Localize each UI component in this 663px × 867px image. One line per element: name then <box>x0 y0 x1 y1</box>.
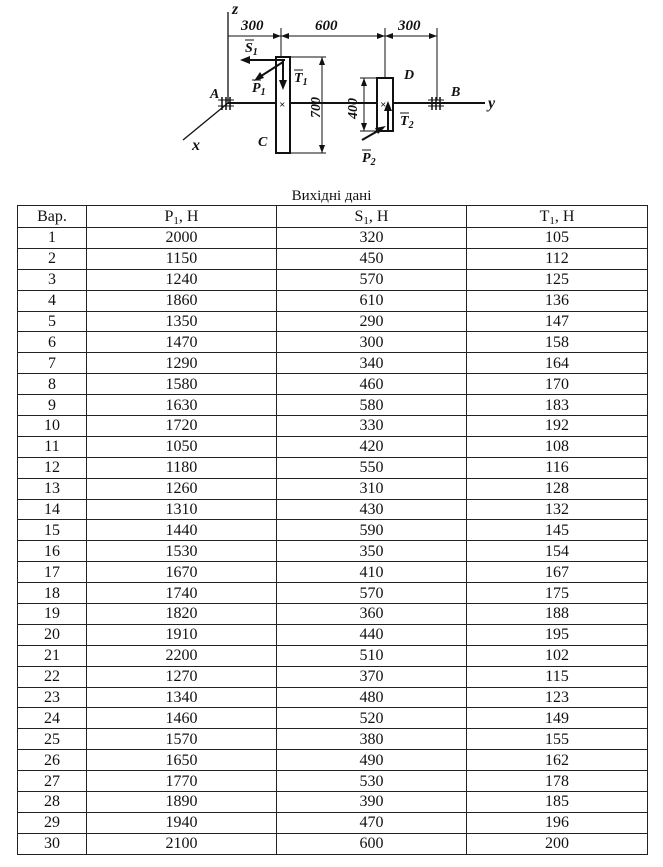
dimension-label: 600 <box>315 18 338 34</box>
cell-s1: 570 <box>277 269 467 290</box>
cell-s1: 390 <box>277 792 467 813</box>
cell-t1: 170 <box>467 374 648 395</box>
cell-s1: 310 <box>277 478 467 499</box>
cell-p1: 1350 <box>87 311 277 332</box>
cell-variant: 25 <box>18 729 87 750</box>
table-row <box>18 269 648 290</box>
cell-t1: 154 <box>467 541 648 562</box>
cell-variant: 22 <box>18 666 87 687</box>
cell-variant: 14 <box>18 499 87 520</box>
cell-t1: 195 <box>467 624 648 645</box>
table-row <box>18 436 648 457</box>
cell-variant: 3 <box>18 269 87 290</box>
table-caption: Вихідні дані <box>291 188 372 204</box>
cell-variant: 2 <box>18 248 87 269</box>
cell-t1: 123 <box>467 687 648 708</box>
dimension-label: 700 <box>309 97 324 118</box>
table-row <box>18 583 648 604</box>
cell-s1: 360 <box>277 604 467 625</box>
cell-t1: 128 <box>467 478 648 499</box>
table-row <box>18 228 648 249</box>
cell-s1: 610 <box>277 290 467 311</box>
table-row <box>18 624 648 645</box>
table-header-row <box>18 206 648 228</box>
cell-s1: 490 <box>277 750 467 771</box>
cell-s1: 440 <box>277 624 467 645</box>
cell-t1: 108 <box>467 436 648 457</box>
cell-s1: 330 <box>277 416 467 437</box>
cell-p1: 2000 <box>87 228 277 249</box>
cell-variant: 29 <box>18 812 87 833</box>
cell-variant: 15 <box>18 520 87 541</box>
cell-t1: 155 <box>467 729 648 750</box>
cell-s1: 410 <box>277 562 467 583</box>
header-variant: Вар. <box>18 206 87 228</box>
cell-t1: 200 <box>467 833 648 854</box>
table-row <box>18 541 648 562</box>
dimension-arrow <box>319 145 325 153</box>
table-row <box>18 604 648 625</box>
cell-variant: 30 <box>18 833 87 854</box>
cell-s1: 450 <box>277 248 467 269</box>
table-row <box>18 290 648 311</box>
cell-p1: 1570 <box>87 729 277 750</box>
force-t2-label: $T_2$ <box>400 114 414 131</box>
cell-s1: 470 <box>277 812 467 833</box>
z-axis-label: z <box>232 1 239 18</box>
force-s1-label: $S_1$ <box>245 41 258 58</box>
cell-variant: 20 <box>18 624 87 645</box>
dimension-arrow <box>429 33 437 39</box>
table-row <box>18 833 648 854</box>
table-row <box>18 729 648 750</box>
cell-p1: 1890 <box>87 792 277 813</box>
dimension-arrow <box>361 78 367 86</box>
cell-p1: 2100 <box>87 833 277 854</box>
table-row <box>18 353 648 374</box>
cell-variant: 5 <box>18 311 87 332</box>
dimension-arrow <box>273 33 281 39</box>
cell-s1: 420 <box>277 436 467 457</box>
point-a-label: A <box>210 87 220 102</box>
cell-p1: 1460 <box>87 708 277 729</box>
cell-t1: 162 <box>467 750 648 771</box>
cell-p1: 1150 <box>87 248 277 269</box>
cell-variant: 8 <box>18 374 87 395</box>
cell-t1: 183 <box>467 395 648 416</box>
cell-t1: 164 <box>467 353 648 374</box>
cell-s1: 300 <box>277 332 467 353</box>
point-c-label: C <box>258 135 268 150</box>
cell-p1: 1770 <box>87 771 277 792</box>
cell-t1: 185 <box>467 792 648 813</box>
table-row <box>18 771 648 792</box>
cell-s1: 430 <box>277 499 467 520</box>
cell-p1: 1050 <box>87 436 277 457</box>
cell-s1: 600 <box>277 833 467 854</box>
cell-t1: 136 <box>467 290 648 311</box>
table-row <box>18 499 648 520</box>
shaft-diagram <box>0 0 663 185</box>
dimension-label: 300 <box>398 18 421 34</box>
cell-t1: 102 <box>467 645 648 666</box>
force-p1-label: $P_1$ <box>252 81 266 98</box>
header-s1: $S_1$, Н <box>277 206 467 228</box>
cell-s1: 590 <box>277 520 467 541</box>
input-data-table <box>17 205 648 855</box>
cell-p1: 1740 <box>87 583 277 604</box>
table-row <box>18 520 648 541</box>
cell-s1: 570 <box>277 583 467 604</box>
table-row <box>18 792 648 813</box>
table-row <box>18 478 648 499</box>
cell-s1: 480 <box>277 687 467 708</box>
cell-p1: 1630 <box>87 395 277 416</box>
cell-p1: 1340 <box>87 687 277 708</box>
cell-p1: 1260 <box>87 478 277 499</box>
cell-variant: 7 <box>18 353 87 374</box>
table-row <box>18 416 648 437</box>
cell-t1: 196 <box>467 812 648 833</box>
cell-variant: 10 <box>18 416 87 437</box>
cell-variant: 17 <box>18 562 87 583</box>
cell-t1: 149 <box>467 708 648 729</box>
cell-t1: 115 <box>467 666 648 687</box>
cell-s1: 350 <box>277 541 467 562</box>
cell-p1: 1940 <box>87 812 277 833</box>
cell-p1: 1240 <box>87 269 277 290</box>
cell-s1: 530 <box>277 771 467 792</box>
cell-p1: 1310 <box>87 499 277 520</box>
cell-t1: 175 <box>467 583 648 604</box>
cell-p1: 1290 <box>87 353 277 374</box>
cell-variant: 26 <box>18 750 87 771</box>
cell-variant: 23 <box>18 687 87 708</box>
table-row <box>18 666 648 687</box>
cell-p1: 2200 <box>87 645 277 666</box>
cell-s1: 320 <box>277 228 467 249</box>
cell-variant: 12 <box>18 457 87 478</box>
cell-s1: 460 <box>277 374 467 395</box>
cell-t1: 192 <box>467 416 648 437</box>
table-row <box>18 395 648 416</box>
cell-variant: 24 <box>18 708 87 729</box>
cell-variant: 1 <box>18 228 87 249</box>
cell-p1: 1650 <box>87 750 277 771</box>
cell-variant: 28 <box>18 792 87 813</box>
disk-center-mark: × <box>380 99 387 111</box>
cell-s1: 510 <box>277 645 467 666</box>
cell-p1: 1470 <box>87 332 277 353</box>
cell-t1: 167 <box>467 562 648 583</box>
cell-t1: 178 <box>467 771 648 792</box>
cell-p1: 1440 <box>87 520 277 541</box>
cell-t1: 147 <box>467 311 648 332</box>
cell-p1: 1820 <box>87 604 277 625</box>
cell-p1: 1530 <box>87 541 277 562</box>
table-row <box>18 311 648 332</box>
header-p1: $P_1$, Н <box>87 206 277 228</box>
x-axis-label: x <box>192 137 200 154</box>
cell-variant: 13 <box>18 478 87 499</box>
header-t1: $T_1$, Н <box>467 206 648 228</box>
cell-s1: 380 <box>277 729 467 750</box>
force-t1-label: $T_1$ <box>294 71 308 88</box>
cell-t1: 116 <box>467 457 648 478</box>
table-row <box>18 750 648 771</box>
cell-t1: 112 <box>467 248 648 269</box>
table-row <box>18 812 648 833</box>
force-p2-label: $P_2$ <box>362 151 376 168</box>
disk-center-mark: × <box>279 99 286 111</box>
table-row <box>18 332 648 353</box>
cell-s1: 340 <box>277 353 467 374</box>
cell-p1: 1580 <box>87 374 277 395</box>
table-row <box>18 708 648 729</box>
cell-p1: 1270 <box>87 666 277 687</box>
cell-p1: 1910 <box>87 624 277 645</box>
y-axis-label: y <box>488 95 496 112</box>
point-b-label: B <box>451 85 461 100</box>
cell-s1: 290 <box>277 311 467 332</box>
table-row <box>18 457 648 478</box>
dimension-label: 300 <box>241 18 264 34</box>
cell-p1: 1860 <box>87 290 277 311</box>
cell-s1: 370 <box>277 666 467 687</box>
cell-variant: 9 <box>18 395 87 416</box>
cell-variant: 21 <box>18 645 87 666</box>
cell-t1: 105 <box>467 228 648 249</box>
cell-t1: 145 <box>467 520 648 541</box>
cell-variant: 16 <box>18 541 87 562</box>
dimension-arrow <box>361 123 367 131</box>
cell-variant: 18 <box>18 583 87 604</box>
cell-variant: 19 <box>18 604 87 625</box>
table-row <box>18 562 648 583</box>
table-row <box>18 687 648 708</box>
point-d-label: D <box>404 68 415 83</box>
cell-t1: 158 <box>467 332 648 353</box>
cell-p1: 1670 <box>87 562 277 583</box>
dimension-arrow <box>319 57 325 65</box>
table-row <box>18 248 648 269</box>
dimension-arrow <box>385 33 393 39</box>
cell-p1: 1720 <box>87 416 277 437</box>
cell-variant: 6 <box>18 332 87 353</box>
table-row <box>18 645 648 666</box>
cell-s1: 520 <box>277 708 467 729</box>
force-s1-arrowhead <box>240 56 250 64</box>
dimension-arrow <box>281 33 289 39</box>
table-body <box>18 228 648 855</box>
cell-p1: 1180 <box>87 457 277 478</box>
cell-variant: 4 <box>18 290 87 311</box>
cell-t1: 125 <box>467 269 648 290</box>
cell-t1: 132 <box>467 499 648 520</box>
cell-t1: 188 <box>467 604 648 625</box>
cell-variant: 11 <box>18 436 87 457</box>
cell-variant: 27 <box>18 771 87 792</box>
table-row <box>18 374 648 395</box>
cell-s1: 580 <box>277 395 467 416</box>
dimension-label: 400 <box>346 98 361 119</box>
dimension-arrow <box>377 33 385 39</box>
cell-s1: 550 <box>277 457 467 478</box>
